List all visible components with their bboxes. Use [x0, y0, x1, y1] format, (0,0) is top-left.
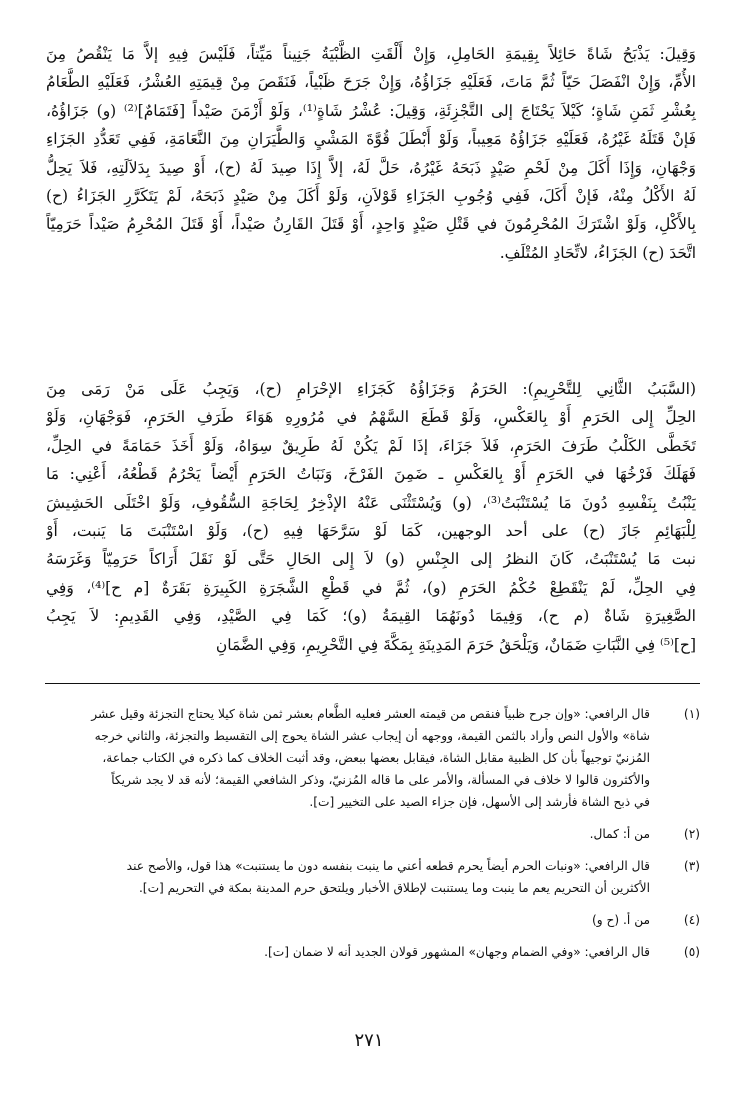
footnote-line: والأكثرون قالوا لا خلاف في المسألة، والأمر على ما قاله المُزنيّ، وذكر الشافعي القيمة؛ لأنه قد لا يجد شريكاً [111, 773, 650, 787]
text-line: تَخَطَّى الكَلْبُ طَرَفَ الحَرَمِ، فَلاَ جَزَاءَ، إذَا لَمْ يَكُنْ لَهُ طَرِيقٌ سِوَاهُ، وَلَوْ أَخَذَ حَمَامَةً في الحِلِّ، [46, 436, 696, 455]
footnote [45, 941, 700, 963]
footnote-text [45, 855, 650, 899]
text-line: يَنْبُتُ بِنَفْسِهِ دُونَ مَا يُسْتَنْبَتُ⁽³⁾، (و) وَيُسْتَثْنَى عَنْهُ الإذْخِرُ لِحَاجَةِ السُّقُوفِ، وَلَوْ اخْتَلَى الحَشِيشَ [46, 493, 696, 512]
footnotes [45, 703, 700, 973]
footnote-number: (١) [683, 707, 700, 721]
footnote-line: المُزنيّ توجيهاً بأن كل الظبية مقابل الشاة، فيقابل بعضها ببعض، وقد أثبت الخلاف كما ذكره في الكتاب جماعة، [102, 751, 650, 765]
text-line: فَهَلَكَ فَرْخُهَا في الحَرَمِ أَوْ بِالعَكْسِ ـ ضَمِنَ الفَرْخَ، وَنَبَاتُ الحَرَمِ أَيْضاً يَحْرُمُ قَطْعُهُ، أَعْنِي: مَا [46, 465, 696, 484]
footnote-line: الأكثرين أن التحريم يعم ما ينبت وما يستنبت لإطلاق الأخبار ويلتحق حرم المدينة بمكة في التحريم [ت]. [138, 881, 650, 895]
footnote-line: من أ: كمال. [589, 827, 650, 841]
footnote [45, 703, 700, 813]
footnote [45, 855, 700, 899]
footnote-number: (٢) [683, 827, 700, 841]
text-line: نبت مَا يُسْتَنْبَتُ، كَانَ النظرُ إلى الجِنْسِ (و) لاَ إِلى الحَالِ حَتَّى لَوْ نَقَلَ أَرَاكاً حَرَمِيّاً وَغَرَسَهُ [46, 550, 696, 569]
text-line: وَقِيلَ: يَذْبَحُ شَاةً حَائِلاً بِقِيمَةِ الحَامِلِ، وَإِنْ أَلْقَتِ الظَّبْيَةُ جَنِيناً مَيِّتاً، فَلَيْسَ فِيهِ إلاَّ مَا يَنْقُصُ مِنَ [46, 45, 696, 63]
text-line: الحِلِّ إِلى الحَرَمِ أَوْ بِالعَكْسِ، وَلَوْ قَطَعَ السَّهْمُ في مُرُورِهِ هَوَاءَ طَرَفِ الحَرَمِ، فَوَجْهَانِ، وَلَوْ [46, 408, 696, 427]
footnote-line: شاة» والأول النص وأراد بالثمن القيمة، ووجهه أن إيجاب عشر الشاة يحوج إلى التقسيط والتجزئة، والثاني خرجه [94, 729, 650, 743]
footnote-number: (٤) [683, 913, 700, 927]
text-line: فِي الحِلِّ، لَمْ يَنْقَطِعْ حُكْمُ الحَرَمِ (و)، ثُمَّ في قَطْعِ الشَّجَرَةِ الكَبِيرَةِ بَقَرَةٌ [م ح]⁽⁴⁾، وَفِي [46, 578, 696, 597]
text-line: بِعُشْرِ ثَمَنِ شَاةٍ؛ كَيْلاَ يَحْتَاجَ إلى التَّجْزِئَةِ، وَقِيلَ: عُشْرُ شَاةٍ⁽¹⁾، وَلَوْ أَزْمَنَ صَيْداً [فَتَمَامٌ]⁽²⁾ (و) جَزَاؤُهُ، [46, 101, 696, 120]
text-line: الصَّغِيرَةِ شَاةٌ (م ح)، وَفِيمَا دُونَهُمَا القِيمَةُ (و)؛ كَمَا فِي الصَّيْدِ، وَفِي القَدِيمِ: لاَ يَجِبُ [46, 607, 696, 626]
text-line: (السَّبَبُ الثَّانِي لِلتَّحْرِيمِ): الحَرَمُ وَجَزَاؤُهُ كَجَزَاءِ الإحْرَامِ (ح)، وَيَجِبُ عَلَى مَنْ رَمَى مِنَ [46, 380, 696, 398]
footnote-text [45, 941, 650, 963]
footnote-line: قال الرافعي: «وإن جرح ظبياً فنقص من قيمته العشر فعليه الطَّعام بعشر ثمن شاة كيلا يحتاج التجزئة وقيل عشر [91, 707, 650, 721]
footnote-separator [45, 683, 700, 684]
main-text-paragraph-2 [46, 375, 696, 659]
text-line: الأُمِّ، وَإِنْ انْفَصَلَ حَيّاً ثُمَّ مَاتَ، فَعَلَيْهِ جَزَاؤُهُ، وَإِنْ جَرَحَ ظَبْياً، فَنَقَصَ مِنْ قِيمَتِهِ العُشْرُ، فَعَلَيْهِ الطَّعَامُ [46, 73, 696, 92]
footnote-text [45, 909, 650, 931]
text-line: اتَّحَدَ (ح) الجَزَاءُ، لاتِّحَادِ المُتْلَفِ. [499, 243, 696, 262]
footnote-number: (٥) [683, 945, 700, 959]
page-number: ٢٧١ [354, 1030, 384, 1051]
footnote-text [45, 703, 650, 813]
footnote [45, 823, 700, 845]
footnote-line: قال الرافعي: «ونبات الحرم أيضاً يحرم قطعه أعني ما ينبت بنفسه دون ما يستنبت» هذا قول، والأصح عند [126, 859, 650, 873]
text-line: فَإنْ قَتَلَهُ غَيْرُهُ، فَعَلَيْهِ جَزَاؤُهُ مَعِيباً، وَلَوْ أَبْطَلَ قُوَّةَ المَشْيِ وَالطَّيَرَانِ مِنَ النَّعَامَةِ، فَفِي تَعَدُّدِ الجَزَاءِ [46, 130, 696, 149]
text-line: بِالأَكْلِ، وَلَوْ اشْتَرَكَ المُحْرِمُونَ في قَتْلِ صَيْدٍ وَاحِدٍ، أَوْ قَتَلَ القَارِنُ صَيْداً، أَوْ قَتَلَ المُحْرِمُ صَيْداً حَرَمِيّاً [46, 215, 696, 234]
main-text-paragraph-1 [46, 40, 696, 267]
text-line: [ح]⁽⁵⁾ فِي النَّبَاتِ ضَمَانٌ، وَيَلْحَقُ حَرَمَ المَدِينَةِ بِمَكَّةَ فِي التَّحْرِيمِ، وَفِي الضَّمَانِ [215, 635, 696, 654]
footnote-line: في ذبح الشاة فأرشد إلى الأسهل، فإن جزاء الصيد على التخيير [ت]. [309, 795, 650, 809]
footnote-line: قال الرافعي: «وفي الضمام وجهان» المشهور قولان الجديد أنه لا ضمان [ت]. [264, 945, 650, 959]
text-line: لَهُ الأَكْلُ مِنْهُ، فَإنْ أَكَلَ، فَفِي وُجُوبِ الجَزَاءِ قَوْلاَنِ، وَلَوْ أَكَلَ مِنْ صَيْدٍ ذَبَحَهُ، لَمْ يَتَكَرَّرِ الجَزَاءُ (ح) [46, 186, 696, 205]
footnote-line: من أ. (ح و) [592, 913, 650, 927]
text-line: وَجْهَانِ، وَإِذَا أَكَلَ مِنْ لَحْمِ صَيْدٍ ذَبَحَهُ غَيْرُهُ، حَلَّ لَهُ، إلاَّ إِذَا صِيدَ لَهُ (ح)، أَوْ صِيدَ بِدَلاَلَتِهِ، فَلاَ يَحِلُّ [46, 158, 696, 177]
footnote-text [45, 823, 650, 845]
footnote-number: (٣) [683, 859, 700, 873]
footnote [45, 909, 700, 931]
text-line: لِلْبَهَائِمِ جَازَ (ح) على أحد الوجهين، كَمَا لَوْ سَرَّحَهَا فِيهِ (ح)، وَلَوْ اسْتَنْبَتَ مَا يَنبت، أَوْ [46, 521, 696, 540]
